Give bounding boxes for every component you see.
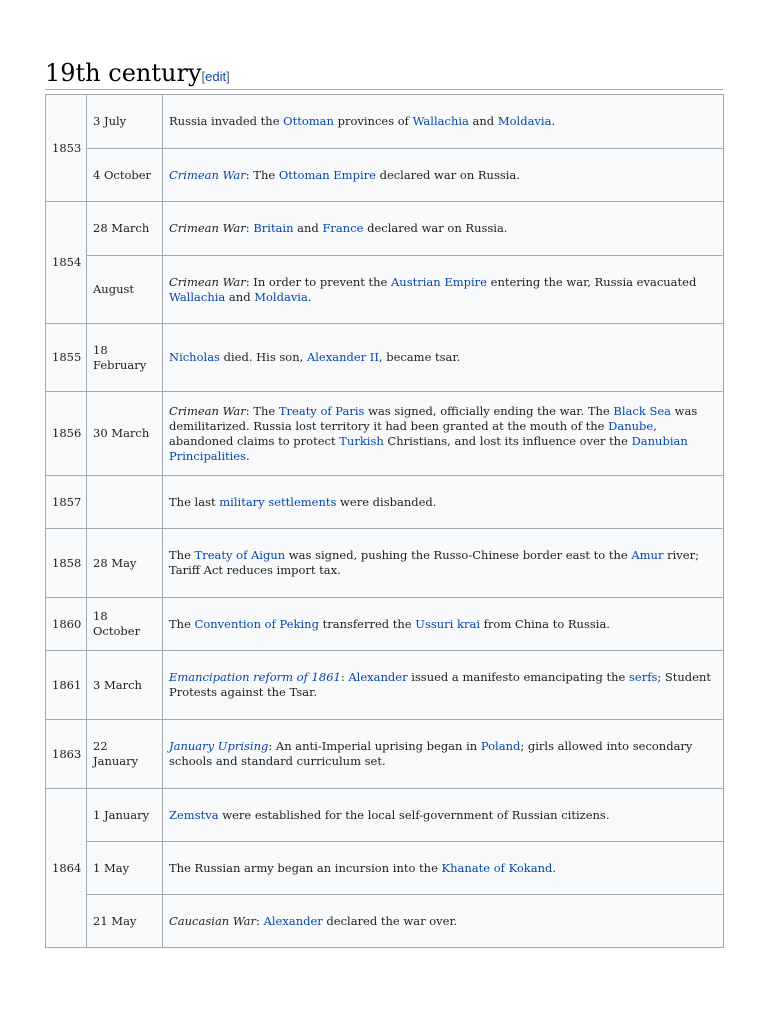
timeline-row <box>46 842 724 895</box>
event-text: The <box>169 616 195 631</box>
year-cell: 1856 <box>46 392 87 476</box>
timeline-row <box>46 598 724 651</box>
event-text: . <box>551 114 556 128</box>
event-cell <box>163 651 724 720</box>
event-cell <box>163 842 724 895</box>
event-cell <box>163 895 724 948</box>
event-cell <box>163 720 724 789</box>
timeline-row <box>46 324 724 392</box>
event-text: , became tsar. <box>378 350 461 364</box>
event-cell <box>163 789 724 842</box>
event-text: entering the war, Russia evacuated <box>486 274 697 289</box>
event-cell <box>163 598 724 651</box>
section-title: 19th century <box>45 59 202 87</box>
event-link[interactable]: Convention of Peking <box>194 616 319 631</box>
event-link[interactable]: Treaty of Aigun <box>194 548 286 562</box>
timeline-row <box>46 895 724 948</box>
event-link[interactable]: Alexander II <box>306 350 379 364</box>
event-text: ; Student Protests against the Tsar. <box>169 670 711 699</box>
event-cell <box>163 476 724 529</box>
date-cell: 18 February <box>87 324 163 392</box>
event-text: Russia invaded the <box>169 114 284 128</box>
event-link[interactable]: Black Sea <box>613 403 671 418</box>
timeline-row <box>46 95 724 149</box>
date-cell: August <box>87 256 163 324</box>
event-text: , abandoned claims to protect <box>169 418 657 448</box>
event-text: The Russian army began an incursion into the <box>169 860 442 875</box>
event-text: . <box>307 289 312 304</box>
event-text: . <box>246 448 250 463</box>
event-text: was signed, pushing the Russo-Chinese border east to the <box>285 548 632 562</box>
event-text: : <box>245 221 254 235</box>
event-link[interactable]: Wallachia <box>412 114 469 128</box>
edit-section-link[interactable]: edit <box>205 69 227 84</box>
date-cell: 3 July <box>87 95 163 149</box>
event-link[interactable]: Moldavia <box>497 114 552 128</box>
year-cell: 1861 <box>46 651 87 720</box>
event-italic-text: Crimean War <box>169 274 246 289</box>
event-text: transferred the <box>318 616 416 631</box>
event-cell <box>163 95 724 149</box>
event-link[interactable]: Ottoman Empire <box>278 167 376 182</box>
event-text: was signed, officially ending the war. The <box>364 403 614 418</box>
timeline-row <box>46 256 724 324</box>
event-text: The <box>169 548 195 562</box>
timeline-row <box>46 789 724 842</box>
event-link[interactable]: Danubian Principalities <box>169 433 688 463</box>
date-cell: 4 October <box>87 149 163 202</box>
event-text: : An anti-Imperial uprising began in <box>268 739 481 753</box>
event-link[interactable]: Nicholas <box>169 350 220 364</box>
date-cell: 30 March <box>87 392 163 476</box>
event-text: and <box>293 221 323 235</box>
event-link[interactable]: Wallachia <box>169 289 226 304</box>
event-cell <box>163 324 724 392</box>
event-text: The last <box>169 494 220 509</box>
event-cell <box>163 149 724 202</box>
date-cell: 1 January <box>87 789 163 842</box>
event-cell <box>163 256 724 324</box>
event-link[interactable]: Emancipation reform of 1861 <box>169 670 341 684</box>
date-cell: 1 May <box>87 842 163 895</box>
event-text: issued a manifesto emancipating the <box>407 670 629 684</box>
year-cell: 1854 <box>46 202 87 324</box>
event-text: : In order to prevent the <box>245 274 391 289</box>
event-link[interactable]: military settlements <box>219 494 337 509</box>
timeline-row <box>46 476 724 529</box>
year-cell: 1860 <box>46 598 87 651</box>
event-text: river; Tariff Act reduces import tax. <box>169 548 699 577</box>
event-link[interactable]: Moldavia <box>254 289 308 304</box>
event-text: declared the war over. <box>322 913 458 928</box>
event-link[interactable]: Khanate of Kokand <box>441 860 553 875</box>
year-cell: 1853 <box>46 95 87 202</box>
event-link[interactable]: January Uprising <box>169 739 269 753</box>
event-text: : The <box>245 167 279 182</box>
event-link[interactable]: Austrian Empire <box>391 274 487 289</box>
year-cell: 1857 <box>46 476 87 529</box>
event-italic-text: Crimean War <box>169 221 246 235</box>
event-link[interactable]: Amur <box>631 548 664 562</box>
event-link[interactable]: Ussuri krai <box>415 616 480 631</box>
event-link[interactable]: Britain <box>253 221 294 235</box>
date-cell <box>87 476 163 529</box>
event-text: provinces of <box>333 114 413 128</box>
event-link[interactable]: Ottoman <box>283 114 334 128</box>
event-link[interactable]: France <box>322 221 364 235</box>
event-text: were established for the local self-government of Russian citizens. <box>218 807 610 822</box>
event-text: and <box>225 289 255 304</box>
event-link[interactable]: Treaty of Paris <box>278 403 365 418</box>
year-cell: 1863 <box>46 720 87 789</box>
section-heading <box>45 58 723 90</box>
edit-bracket-close: ] <box>226 69 230 84</box>
event-link[interactable]: Poland <box>480 739 521 753</box>
event-cell <box>163 529 724 598</box>
event-link[interactable]: Alexander <box>263 913 323 928</box>
event-text: : <box>256 913 264 928</box>
event-text: declared war on Russia. <box>363 221 508 235</box>
year-cell: 1855 <box>46 324 87 392</box>
timeline-table <box>45 94 724 948</box>
date-cell: 28 March <box>87 202 163 256</box>
timeline-row <box>46 720 724 789</box>
timeline-body <box>46 95 724 948</box>
timeline-row <box>46 149 724 202</box>
event-cell <box>163 392 724 476</box>
event-italic-text: Crimean War <box>169 403 246 418</box>
event-text: : The <box>245 403 279 418</box>
event-text: declared war on Russia. <box>375 167 520 182</box>
timeline-row <box>46 392 724 476</box>
date-cell: 3 March <box>87 651 163 720</box>
date-cell: 22 January <box>87 720 163 789</box>
event-link[interactable]: Danube <box>608 418 654 433</box>
event-text: . <box>552 860 557 875</box>
event-link[interactable]: serfs <box>628 670 658 684</box>
event-link[interactable]: Crimean War <box>169 167 246 182</box>
event-text: and <box>468 114 498 128</box>
event-text: ; girls allowed into secondary schools and standard curriculum set. <box>169 739 693 768</box>
date-cell: 21 May <box>87 895 163 948</box>
event-italic-text: Caucasian War <box>169 913 257 928</box>
event-text: : <box>340 670 349 684</box>
event-link[interactable]: Turkish <box>339 433 384 448</box>
timeline-row <box>46 651 724 720</box>
event-text: died. His son, <box>219 350 307 364</box>
date-cell: 28 May <box>87 529 163 598</box>
year-cell: 1858 <box>46 529 87 598</box>
event-text: Christians, and lost its influence over the <box>383 433 632 448</box>
edit-bracket-open: [ <box>201 69 206 84</box>
date-cell: 18 October <box>87 598 163 651</box>
timeline-row <box>46 202 724 256</box>
event-link[interactable]: Zemstva <box>169 807 219 822</box>
timeline-row <box>46 529 724 598</box>
event-text: were disbanded. <box>336 494 437 509</box>
event-text: was demilitarized. Russia lost territory it had been granted at the mouth of the <box>169 403 698 433</box>
event-link[interactable]: Alexander <box>348 670 408 684</box>
event-cell <box>163 202 724 256</box>
year-cell: 1864 <box>46 789 87 948</box>
event-text: from China to Russia. <box>480 616 610 631</box>
